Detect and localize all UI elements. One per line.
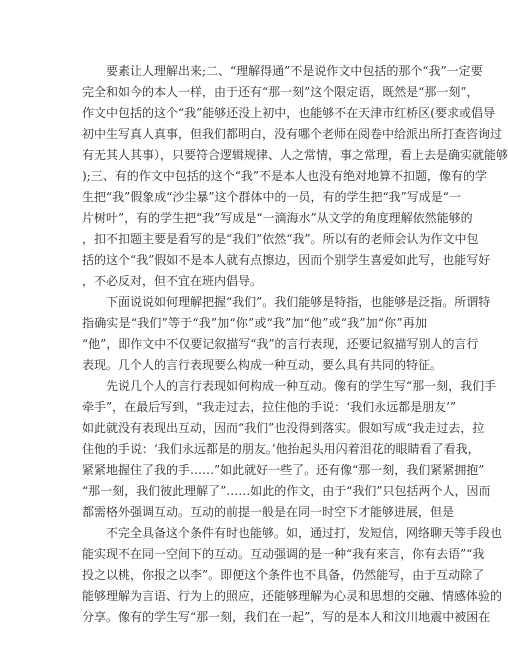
text-line: 能实现不在同一空间下的互动。互动强调的是一种“我有来言，你有去语”“我 bbox=[82, 547, 485, 561]
text-line: “那一刻，我们彼此理解了”……如此的作文，由于“我们”只包括两个人，因而 bbox=[82, 484, 491, 498]
text-line: 都需格外强调互动。互动的前提一般是在同一时空下才能够进展，但是 bbox=[82, 505, 455, 519]
text-line: ，不必反对，但不宜在班内倡导。 bbox=[82, 274, 263, 288]
text-line: 片树叶”，有的学生把“我”写成是“一滴海水”从文学的角度理解依然能够的 bbox=[82, 211, 473, 225]
text-line: 分享。像有的学生写“那一刻，我们在一起”，写的是本人和汶川地震中被困在 bbox=[82, 610, 491, 624]
text-line: 先说几个人的言行表现如何构成一种互动。像有的学生写“那一刻，我们手 bbox=[106, 379, 497, 393]
text-line: ，扣不扣题主要是看写的是“我们”依然“我”。所以有的老师会认为作文中包 bbox=[82, 232, 479, 246]
text-line: “他”，即作文中不仅要记叙描写“我”的言行表现，还要记叙描写别人的言行 bbox=[82, 337, 479, 351]
text-line: 有无其人其事），只要符合逻辑规律、人之常情，事之常理，看上去是确实就能够 bbox=[82, 148, 508, 162]
text-line: 下面说说如何理解把握“我们”。我们能够是特指，也能够是泛指。所谓特 bbox=[106, 295, 491, 309]
text-line: 不完全具备这个条件有时也能够。如，通过打，发短信，网络聊天等手段也 bbox=[106, 526, 503, 540]
text-line: 作文中包括的这个“我”能够还没上初中，也能够不在天津市红桥区(要求或倡导 bbox=[82, 106, 495, 120]
text-line: 表现。几个人的言行表现要么构成一种互动，要么具有共同的特征。 bbox=[82, 358, 443, 372]
text-line: 投之以桃，你报之以李”。即便这个条件也不具备，仍然能写，由于互动除了 bbox=[82, 568, 485, 582]
text-line: 紧紧地握住了我的手……”如此就好一些了。还有像“那一刻，我们紧紧拥抱” bbox=[82, 463, 485, 477]
text-line: 生把“我”假象成“沙尘暴”这个群体中的一员，有的学生把“我”写成是“一 bbox=[82, 190, 461, 204]
text-line: 如此就没有表现出互动，因而“我们”也没得到落实。假如写成“我走过去，拉 bbox=[82, 421, 485, 435]
text-line: 括的这个“我”假如不是本人就有点擦边，因而个别学生喜爱如此写，也能写好 bbox=[82, 253, 491, 267]
text-line: 指确实是“我们”等于“我”加“你”或“我”加“他”或“我”加“你”再加 bbox=[82, 316, 427, 330]
text-line: 能够理解为言语、行为上的照应，还能够理解为心灵和思想的交融、情感体验的 bbox=[82, 589, 503, 603]
text-line: 牵手”，在最后写到，“我走过去，拉住他的手说：‘我们永远都是朋友’” bbox=[82, 400, 457, 414]
text-line: 完全和如今的本人一样，由于还有“那一刻”这个限定语，既然是“那一刻”， bbox=[82, 85, 479, 99]
text-line: 初中生写真人真事，但我们都明白，没有哪个老师在阅卷中给派出所打查咨询过 bbox=[82, 127, 503, 141]
text-line: );三、有的作文中包括的这个“我”不是本人也没有绝对地算不扣题，像有的学 bbox=[82, 169, 487, 183]
text-line: 住他的手说：‘我们永远都是的朋友。’他抬起头用闪着泪花的眼睛看了看我， bbox=[82, 442, 480, 456]
text-line: 要素让人理解出来;二、“理解得通”不是说作文中包括的那个“我”一定要 bbox=[106, 64, 483, 78]
